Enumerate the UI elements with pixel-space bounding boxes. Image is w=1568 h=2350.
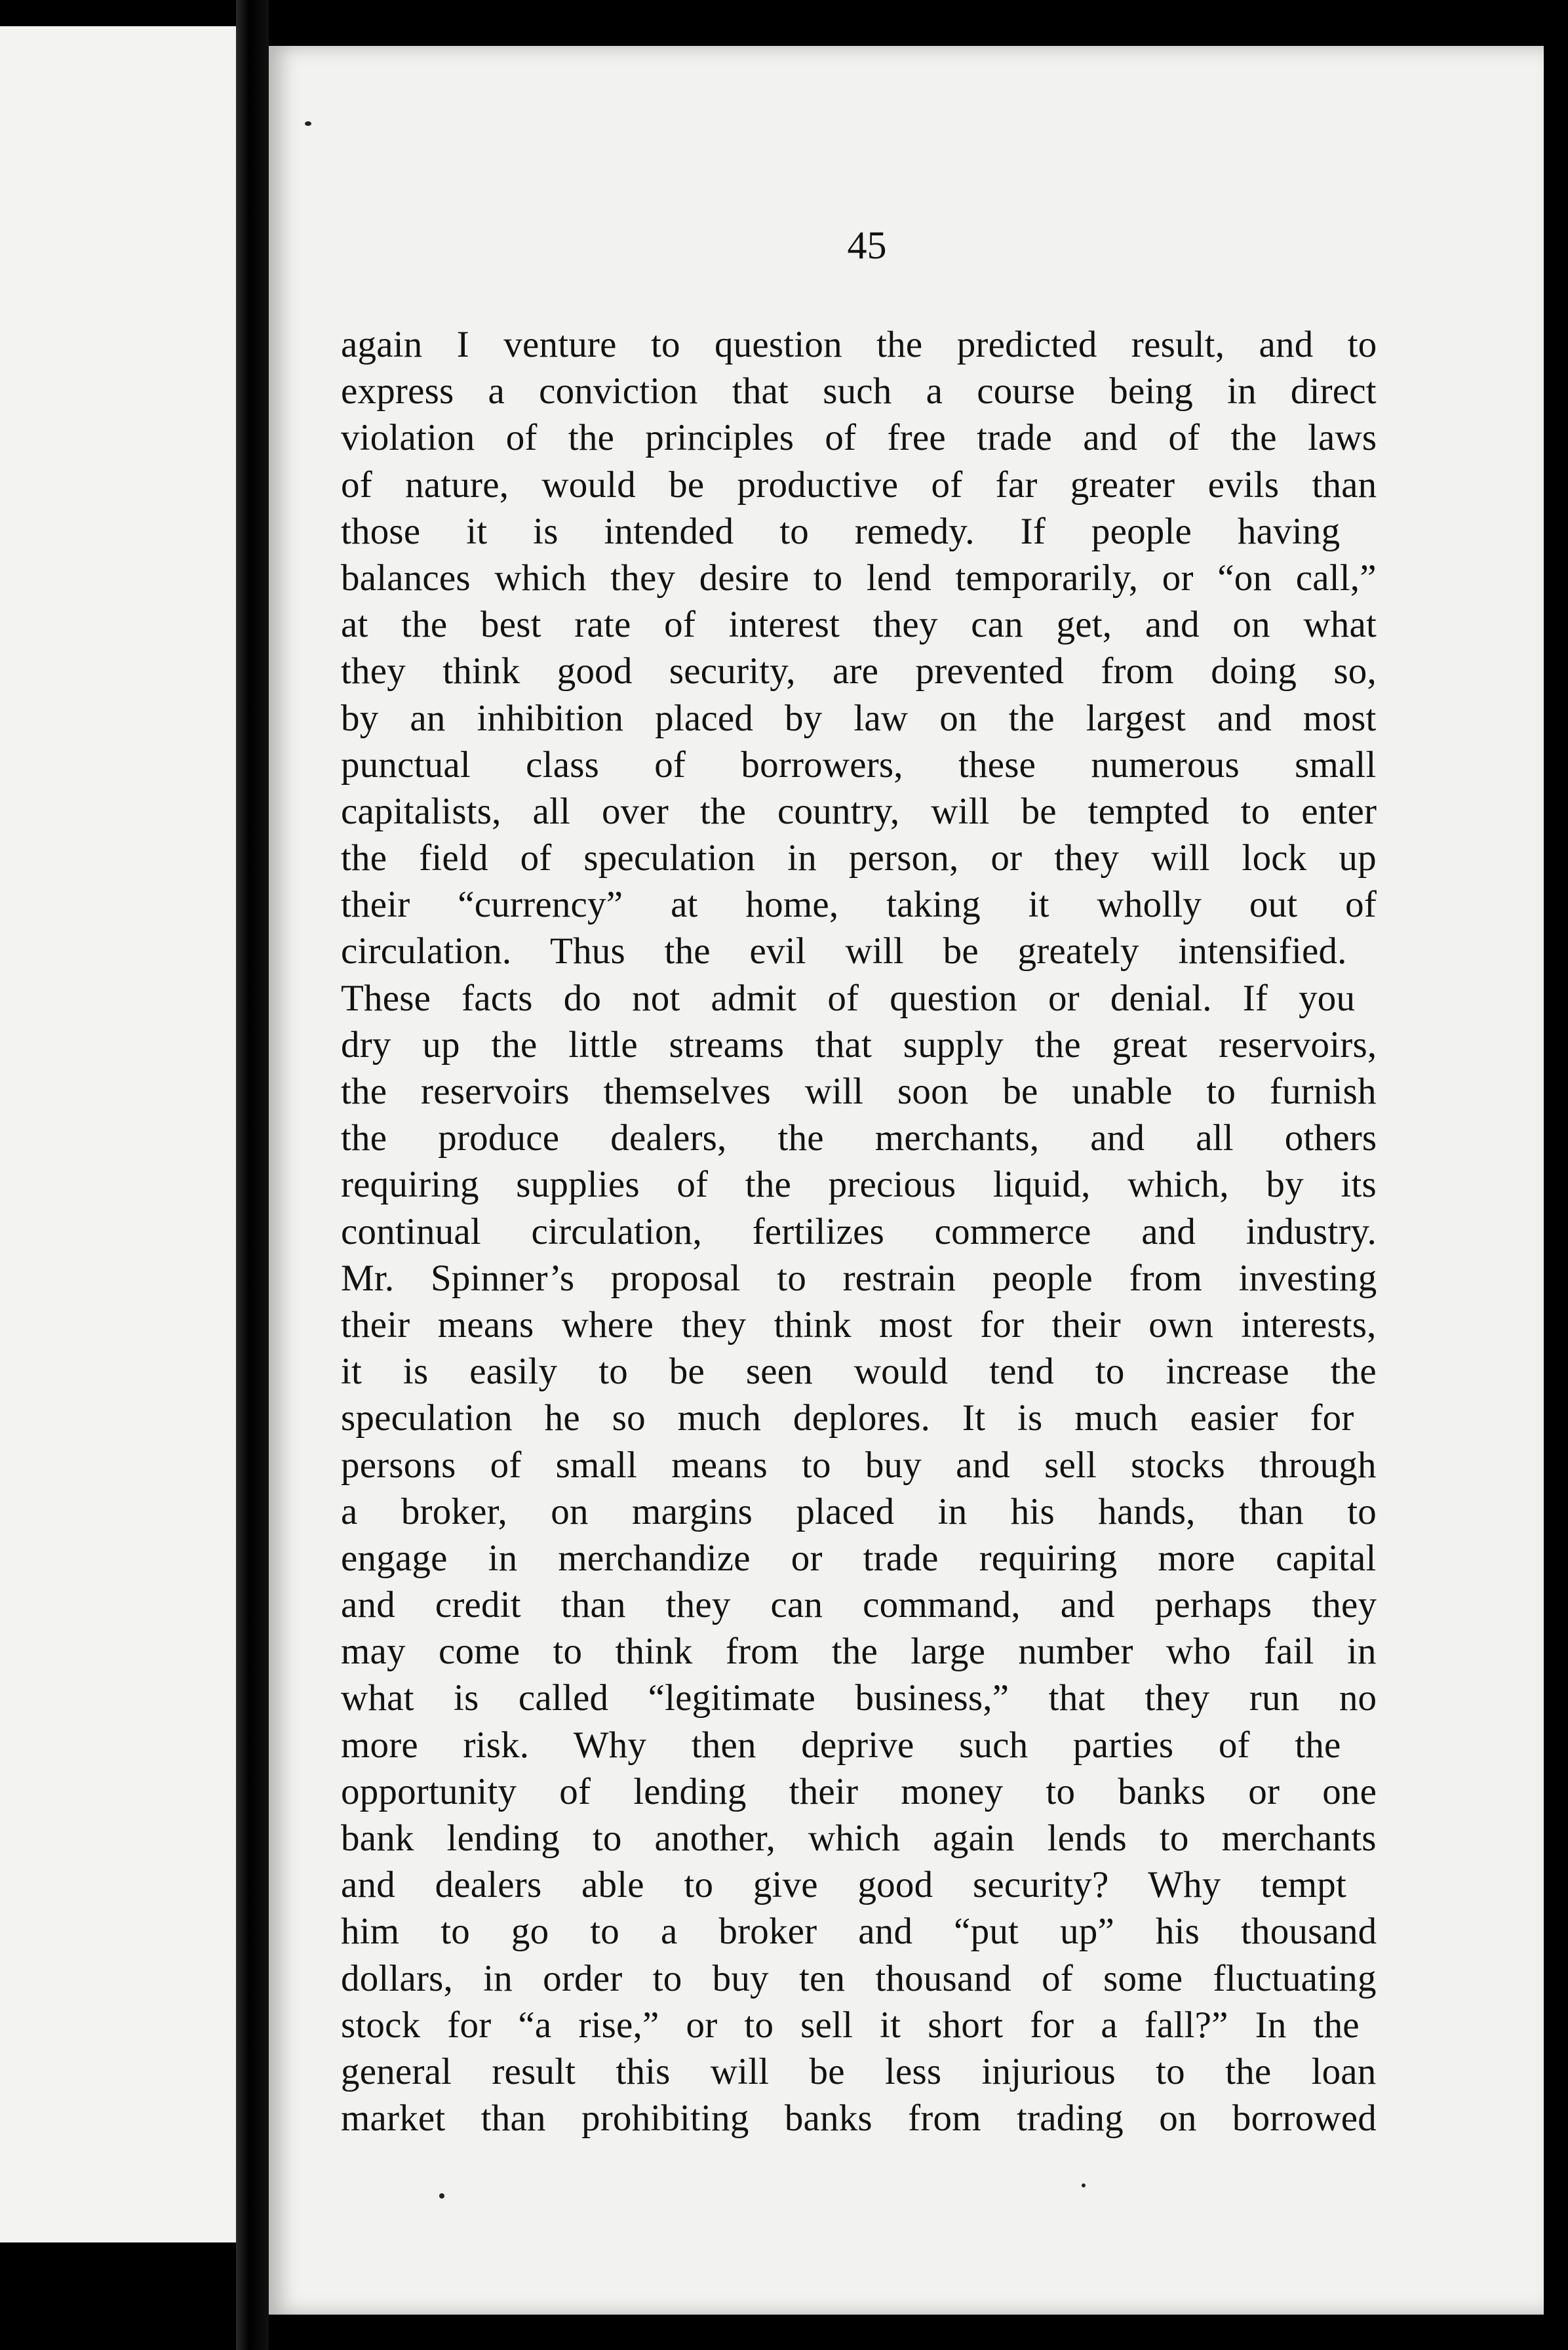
body-line: more risk. Why then deprive such parties of the [341,1724,1341,1766]
body-line: bank lending to another, which again lends to merchants [341,1818,1377,1859]
left-page-line [26,1437,236,1484]
body-line: express a conviction that such a course being in direct [341,370,1377,412]
body-line: their means where they think most for their own interests, [341,1304,1377,1345]
body-line: of nature, would be productive of far greater evils than [341,464,1377,506]
body-line: Mr. Spinner’s proposal to restrain people from investing [341,1257,1377,1299]
body-line: stock for “a rise,” or to sell it short for a fall?” In the [341,2004,1360,2046]
left-page-text [26,311,236,2140]
left-page-line [26,780,236,827]
left-page-line [26,499,236,546]
left-page-line [26,640,236,687]
body-line: and credit than they can command, and perhaps they [341,1584,1377,1626]
left-page-line [26,1530,236,1578]
left-page-line [26,1578,236,1625]
body-line: punctual class of borrowers, these numerous small [341,744,1377,786]
left-page-line [26,1671,236,1719]
left-page-line [26,1109,236,1156]
left-page-line [26,874,236,921]
left-page-line [26,921,236,968]
body-line: the field of speculation in person, or they will lock up [341,837,1377,879]
body-line: violation of the principles of free trade and of the laws [341,417,1377,459]
left-page-line [26,1203,236,1250]
left-page-line [26,405,236,452]
body-line: dry up the little streams that supply the great reservoirs, [341,1024,1377,1065]
body-line: opportunity of lending their money to banks or one [341,1770,1377,1812]
body-text [341,321,1377,2141]
ink-speck [305,121,311,126]
left-page [0,26,236,2242]
body-line: persons of small means to buy and sell stocks through [341,1444,1377,1486]
body-line: a broker, on margins placed in his hands, than to [341,1490,1377,1532]
body-line: and dealers able to give good security? Why tempt [341,1864,1346,1906]
left-page-line [26,311,236,359]
left-page-line [26,1765,236,1812]
body-line: capitalists, all over the country, will be tempted to enter [341,790,1377,832]
left-page-line [26,1015,236,1062]
body-line: speculation he so much deplores. It is much easier for [341,1397,1354,1439]
left-page-line [26,1249,236,1296]
left-page-line [26,1999,236,2046]
body-line: These facts do not admit of question or denial. If you [341,977,1356,1019]
left-page-line [26,1718,236,1765]
body-line: dollars, in order to buy ten thousand of some fluctuating [341,1957,1377,1999]
left-page-line [26,1155,236,1203]
left-page-line [26,546,236,593]
left-page-line [26,968,236,1015]
body-line: balances which they desire to lend temporarily, or “on call,” [341,557,1377,599]
body-line: market than prohibiting banks from trading on borrowed [341,2098,1377,2140]
left-page-line [26,1062,236,1109]
left-page-line [26,1859,236,1906]
body-line: may come to think from the large number who fail in [341,1631,1377,1673]
body-line: it is easily to be seen would tend to increase the [341,1351,1377,1393]
left-page-line [26,734,236,781]
left-page-line [26,1484,236,1531]
body-line: engage in merchandize or trade requiring more capital [341,1537,1377,1579]
body-line: him to go to a broker and “put up” his thousand [341,1911,1377,1953]
left-page-line [26,1343,236,1390]
left-page-line [26,1812,236,1859]
body-line: continual circulation, fertilizes commerce and industry. [341,1210,1377,1252]
book-gutter [236,0,269,2350]
left-page-line [26,687,236,734]
left-page-line [26,1953,236,2000]
ink-speck [1082,2183,1086,2187]
left-page-line [26,2093,236,2140]
body-line: by an inhibition placed by law on the largest and most [341,697,1377,739]
left-page-line [26,359,236,406]
left-page-line [26,1296,236,1344]
left-page-line [26,593,236,640]
page-number: 45 [847,224,887,267]
body-line: circulation. Thus the evil will be greately intensified. [341,930,1347,972]
body-line: at the best rate of interest they can get, and on what [341,604,1377,646]
left-page-line [26,2046,236,2094]
body-line: again I venture to question the predicted result, and to [341,324,1377,365]
left-page-line [26,452,236,500]
right-page [269,46,1544,2315]
body-line: the produce dealers, the merchants, and all others [341,1117,1377,1159]
body-line: the reservoirs themselves will soon be unable to furnish [341,1071,1377,1112]
body-line: what is called “legitimate business,” that they run no [341,1677,1377,1719]
ink-speck [439,2193,444,2199]
body-line: their “currency” at home, taking it wholly out of [341,884,1377,926]
body-line: those it is intended to remedy. If people having [341,510,1341,552]
body-line: requiring supplies of the precious liquid, which, by its [341,1164,1377,1206]
left-page-line [26,1624,236,1671]
body-line: general result this will be less injurious to the loan [341,2050,1377,2092]
left-page-line [26,1905,236,1953]
body-line: they think good security, are prevented from doing so, [341,650,1377,692]
left-page-line [26,1390,236,1437]
left-page-line [26,827,236,875]
